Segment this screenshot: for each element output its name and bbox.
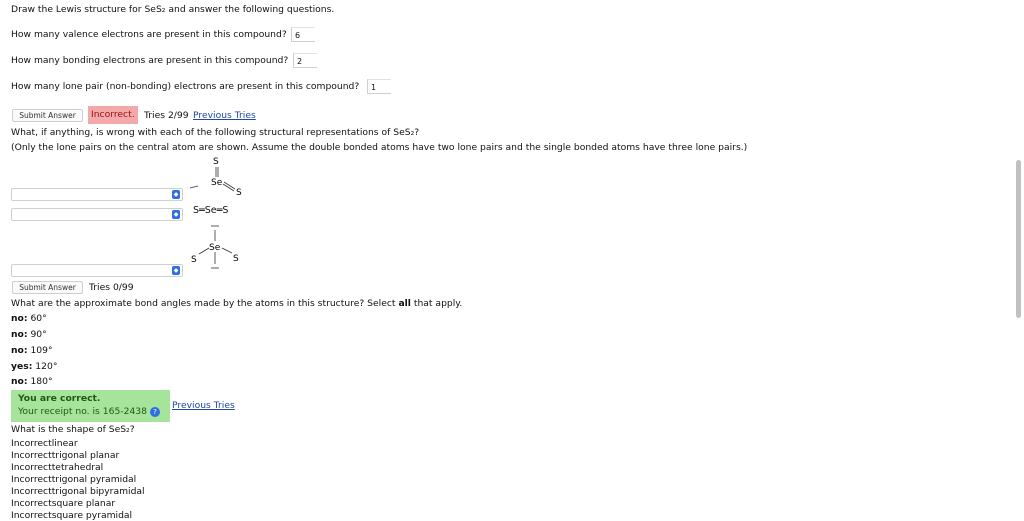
- previous-tries-link-2[interactable]: Previous Tries: [172, 400, 235, 411]
- structure2-diagram: S═Se═S: [193, 205, 229, 216]
- part4-question: What is the shape of SeS₂?: [11, 424, 135, 435]
- svg-text:S: S: [233, 254, 239, 264]
- angle-row: [11, 345, 53, 356]
- shape-option: Incorrectsquare pyramidal: [11, 510, 133, 521]
- svg-text:S: S: [213, 157, 219, 167]
- tries-count-2: Tries 0/99: [89, 282, 134, 293]
- angle-row: [11, 313, 47, 324]
- incorrect-badge: Incorrect.: [88, 106, 138, 124]
- shape-option: Incorrectlinear: [11, 438, 78, 449]
- vertical-scrollbar[interactable]: [1016, 0, 1022, 518]
- select-arrow-icon: ◆: [173, 211, 179, 218]
- svg-text:Se: Se: [211, 178, 223, 188]
- angle-row: [11, 376, 53, 387]
- angle-status: no:: [11, 376, 28, 387]
- svg-text:Se: Se: [209, 243, 221, 253]
- part3-question-bold: all: [398, 298, 411, 309]
- part3-question: [11, 298, 462, 309]
- angle-status: no:: [11, 313, 28, 324]
- structure3-diagram: [188, 224, 258, 272]
- angle-value: 120°: [35, 361, 58, 372]
- shape-option: Incorrecttrigonal bipyramidal: [11, 486, 145, 497]
- question-valence: How many valence electrons are present in this compound?: [11, 29, 287, 40]
- part3-question-tail: that apply.: [410, 298, 463, 309]
- select-arrow-icon: ◆: [173, 267, 179, 274]
- structure3-select[interactable]: [11, 264, 183, 277]
- receipt-text: Your receipt no. is 165-2438: [18, 406, 147, 417]
- angle-value: 90°: [30, 329, 47, 340]
- previous-tries-link[interactable]: Previous Tries: [193, 110, 256, 121]
- angle-value: 109°: [30, 345, 53, 356]
- angle-value: 180°: [30, 376, 53, 387]
- part3-question-text: What are the approximate bond angles made by the atoms in this structure? Select: [11, 298, 399, 309]
- angle-row: [11, 361, 57, 372]
- angle-row: [11, 329, 47, 340]
- select-arrow-icon: ◆: [173, 191, 179, 198]
- shape-option: Incorrecttrigonal planar: [11, 450, 120, 461]
- shape-option: Incorrecttetrahedral: [11, 462, 104, 473]
- question-bonding: How many bonding electrons are present in this compound?: [11, 55, 289, 66]
- angle-value: 60°: [30, 313, 47, 324]
- submit-answer-button[interactable]: Submit Answer: [12, 109, 83, 122]
- help-icon[interactable]: ?: [150, 407, 160, 417]
- svg-text:S: S: [236, 188, 242, 197]
- valence-input[interactable]: 6: [291, 27, 315, 42]
- structure1-select[interactable]: [11, 188, 183, 201]
- angle-status: no:: [11, 345, 28, 356]
- problem-title: Draw the Lewis structure for SeS₂ and answer the following questions.: [11, 4, 335, 15]
- correct-title: You are correct.: [18, 393, 101, 404]
- tries-count: Tries 2/99: [144, 110, 189, 121]
- part2-note: (Only the lone pairs on the central atom are shown. Assume the double bonded atoms have two lone pairs and the single bonded atoms have three lone pairs.): [11, 142, 748, 153]
- shape-option: Incorrecttrigonal pyramidal: [11, 474, 137, 485]
- correct-feedback-box: [11, 390, 170, 422]
- svg-text:S: S: [191, 255, 197, 265]
- scrollbar-thumb[interactable]: [1016, 160, 1021, 318]
- shape-option: Incorrectsquare planar: [11, 498, 116, 509]
- angle-status: yes:: [11, 361, 33, 372]
- receipt-line: [18, 406, 163, 417]
- question-lone-pair: How many lone pair (non-bonding) electrons are present in this compound?: [11, 81, 360, 92]
- angle-status: no:: [11, 329, 28, 340]
- part2-question: What, if anything, is wrong with each of the following structural representations of SeS₂?: [11, 127, 420, 138]
- lone-pair-input[interactable]: 1: [367, 79, 391, 94]
- structure1-diagram: [188, 155, 258, 197]
- bonding-input[interactable]: 2: [293, 53, 317, 68]
- submit-answer-button-2[interactable]: Submit Answer: [12, 281, 83, 294]
- structure2-select[interactable]: [11, 208, 183, 221]
